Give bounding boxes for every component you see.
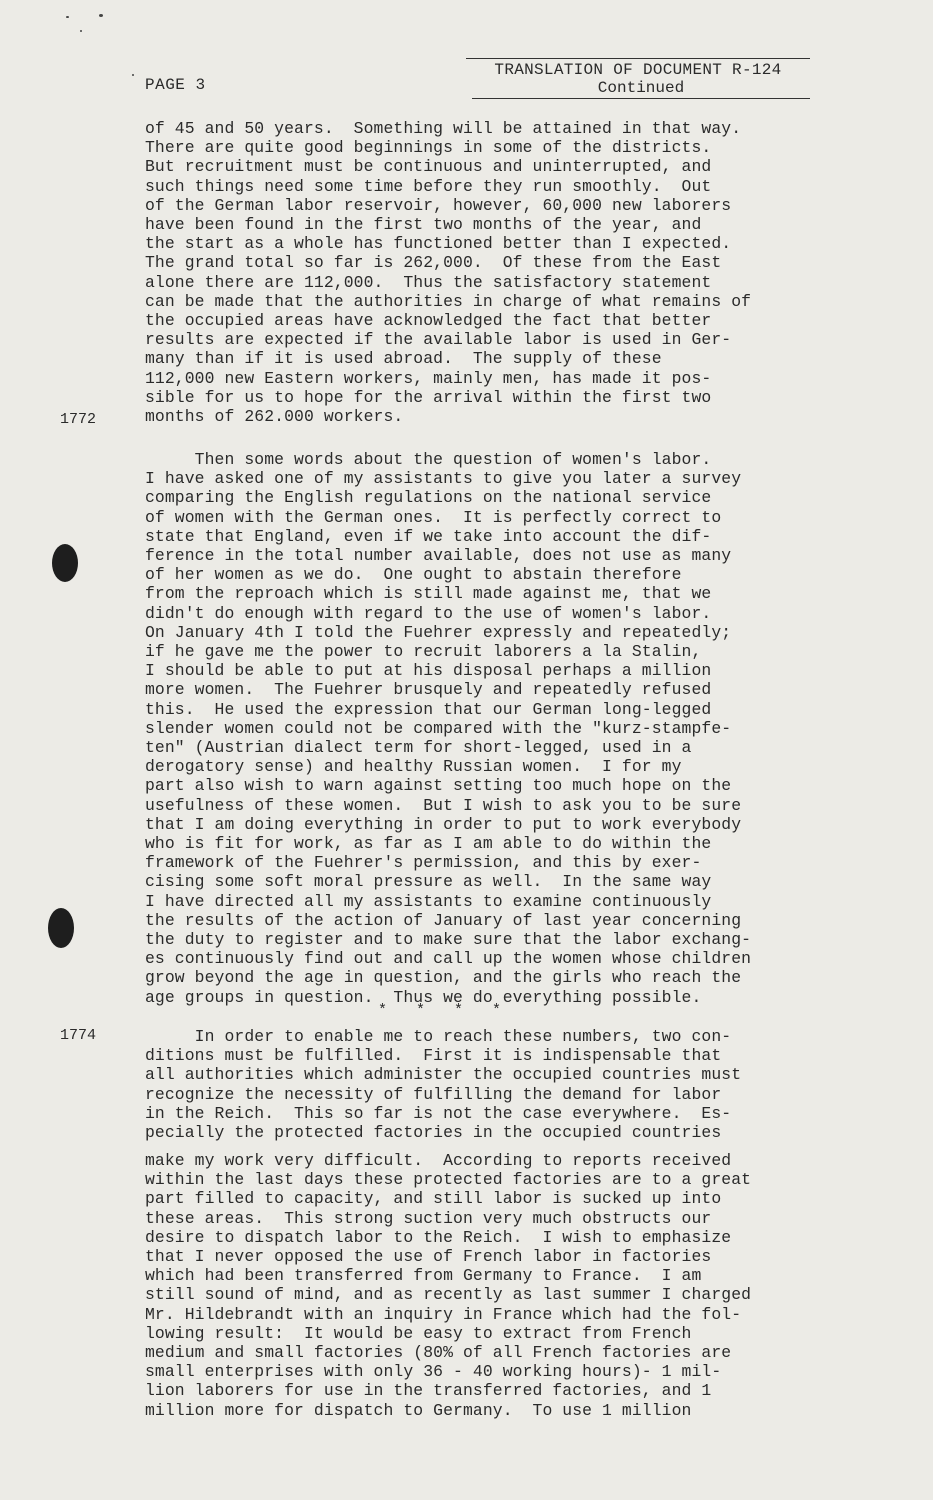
paragraph-1: of 45 and 50 years. Something will be attained in that way. There are quite good beginnings in some of the districts. But recruitment must be continuous and uninterrupted, and such things need some time before they run smoothly. Out of the German labor reservoir, however, 60,000 new laborers have been found in the first two months of the year, and the start as a whole has functioned better than I expected. The grand total so far is 262,000. Of these from the East alone there are 112,000. Thus the satisfactory statement can be made that the authorities in charge of what remains of the occupied areas have acknowledged the fact that better results are expected if the available labor is used in Ger- many than if it is used abroad. The supply of these 112,000 new Eastern workers, mainly men, has made it pos- sible for us to hope for the arrival within the first two months of 262.000 workers. — [145, 119, 752, 427]
paragraph-4: make my work very difficult. According to reports received within the last days these protected factories are to a great part filled to capacity, and still labor is sucked up into these areas. This strong suction very much obstructs our desire to dispatch labor to the Reich. I wish to emphasize that I never opposed the use of French labor in factories which had been transferred from Germany to France. I am still sound of mind, and as recently as last summer I charged Mr. Hildebrandt with an inquiry in France which had the fol- lowing result: It would be easy to extract from French medium and small factories (80% of all French factories are small enterprises with only 36 - 40 working hours)- 1 mil- lion laborers for use in the transferred factories, and 1 million more for dispatch to Germany. To use 1 million — [145, 1151, 752, 1420]
page-number-label: PAGE 3 — [145, 76, 206, 94]
section-separator: * * * * — [378, 1002, 512, 1019]
document-subtitle: Continued — [472, 78, 810, 99]
margin-number-1772: 1772 — [60, 411, 97, 428]
punch-hole-icon — [52, 544, 78, 582]
punch-hole-icon — [48, 908, 74, 948]
document-header — [466, 58, 810, 99]
scan-speck — [66, 16, 69, 18]
scan-speck — [80, 30, 82, 32]
scan-speck — [132, 74, 134, 76]
paragraph-2: Then some words about the question of women's labor. I have asked one of my assistants to give you later a survey comparing the English regulations on the national service of women with the German ones. It is perfectly correct to state that England, even if we take into account the dif- ference in the total number available, does not use as many of her women as we do. One ought to abstain therefore from the reproach which is still made against me, that we didn't do enough with regard to the use of women's labor. On January 4th I told the Fuehrer expressly and repeatedly; if he gave me the power to recruit laborers a la Stalin, I should be able to put at his disposal perhaps a million more women. The Fuehrer brusquely and repeatedly refused this. He used the expression that our German long-legged slender women could not be compared with the "kurz-stampfe- ten" (Austrian dialect term for short-legged, used in a derogatory sense) and healthy Russian women. I for my part also wish to warn against setting too much hope on the usefulness of these women. But I wish to ask you to be sure that I am doing everything in order to put to work everybody who is fit for work, as far as I am able to do within the framework of the Fuehrer's permission, and this by exer- cising some soft moral pressure as well. In the same way I have directed all my assistants to examine continuously the results of the action of January of last year concerning the duty to register and to make sure that the labor exchang- es continuously find out and call up the women whose children grow beyond the age in question, and the girls who reach the age groups in question. Thus we do everything possible. — [145, 450, 752, 1007]
paragraph-3: In order to enable me to reach these numbers, two con- ditions must be fulfilled. First it is indispensable that all authorities which administer the occupied countries must recognize the necessity of fulfilling the demand for labor in the Reich. This so far is not the case everywhere. Es- pecially the protected factories in the occupied countries — [145, 1027, 742, 1143]
scan-speck — [99, 14, 103, 17]
margin-number-1774: 1774 — [60, 1027, 97, 1044]
header-top-rule — [466, 58, 810, 59]
document-title: TRANSLATION OF DOCUMENT R-124 — [494, 61, 782, 79]
